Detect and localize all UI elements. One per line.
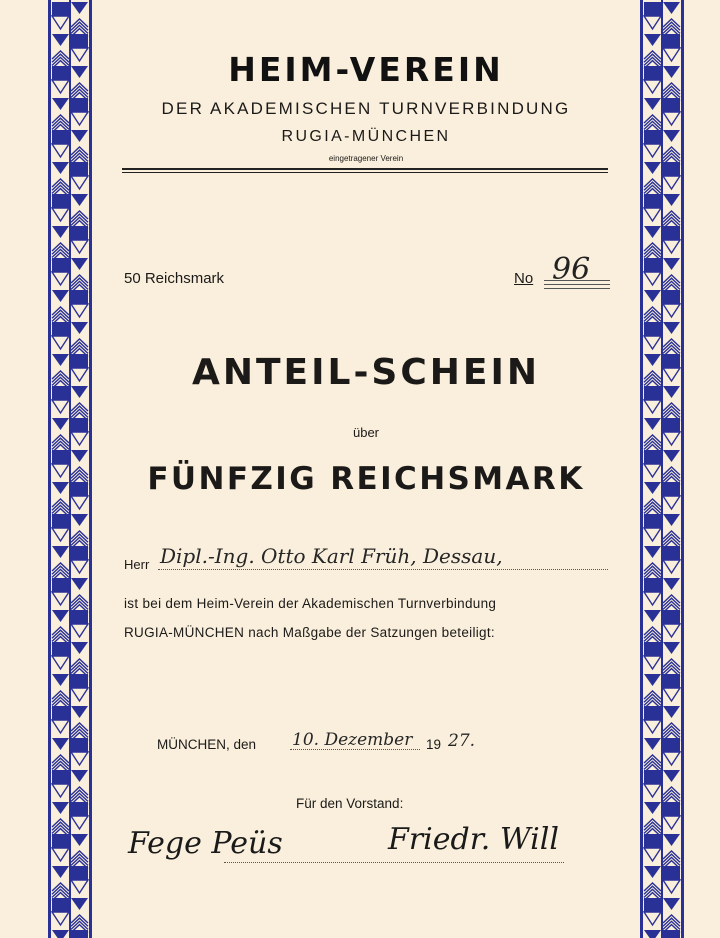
- decorative-border-right: [640, 0, 684, 938]
- year-prefix: 19: [426, 737, 442, 752]
- preposition: über: [352, 425, 380, 440]
- holder-dotted-line: [158, 569, 608, 570]
- header-rule-thick: [122, 168, 608, 170]
- number-line: [544, 288, 610, 289]
- date-handwritten: 10. Dezember: [292, 730, 413, 750]
- statement-line2: RUGIA-MÜNCHEN nach Maßgabe der Satzungen beteiligt:: [124, 625, 495, 640]
- statement-line1: ist bei dem Heim-Verein der Akademischen Turnverbindung: [124, 596, 497, 611]
- header-rule-thin: [122, 172, 608, 173]
- date-place: MÜNCHEN, den: [157, 737, 257, 752]
- club-title: HEIM-VEREIN: [228, 50, 504, 89]
- board-label: Für den Vorstand:: [296, 796, 404, 811]
- club-subtitle-line2: RUGIA-MÜNCHEN: [281, 128, 451, 145]
- number-label: No: [514, 270, 534, 287]
- year-handwritten: 27.: [448, 731, 476, 751]
- denomination: 50 Reichsmark: [124, 270, 225, 287]
- certificate-number: 96: [552, 252, 591, 287]
- signature-left: Fege Peüs: [128, 826, 283, 861]
- amount-words: FÜNFZIG REICHSMARK: [147, 461, 585, 497]
- registration-note: eingetragener Verein: [328, 154, 404, 163]
- signature-dotted-line: [224, 862, 564, 863]
- decorative-border-left: [48, 0, 92, 938]
- document-type: ANTEIL-SCHEIN: [191, 352, 540, 393]
- holder-label: Herr: [124, 557, 150, 572]
- signature-right: Friedr. Will: [388, 822, 559, 857]
- club-subtitle-line1: DER AKADEMISCHEN TURNVERBINDUNG: [161, 99, 571, 118]
- holder-name-handwritten: Dipl.-Ing. Otto Karl Früh, Dessau,: [160, 544, 503, 568]
